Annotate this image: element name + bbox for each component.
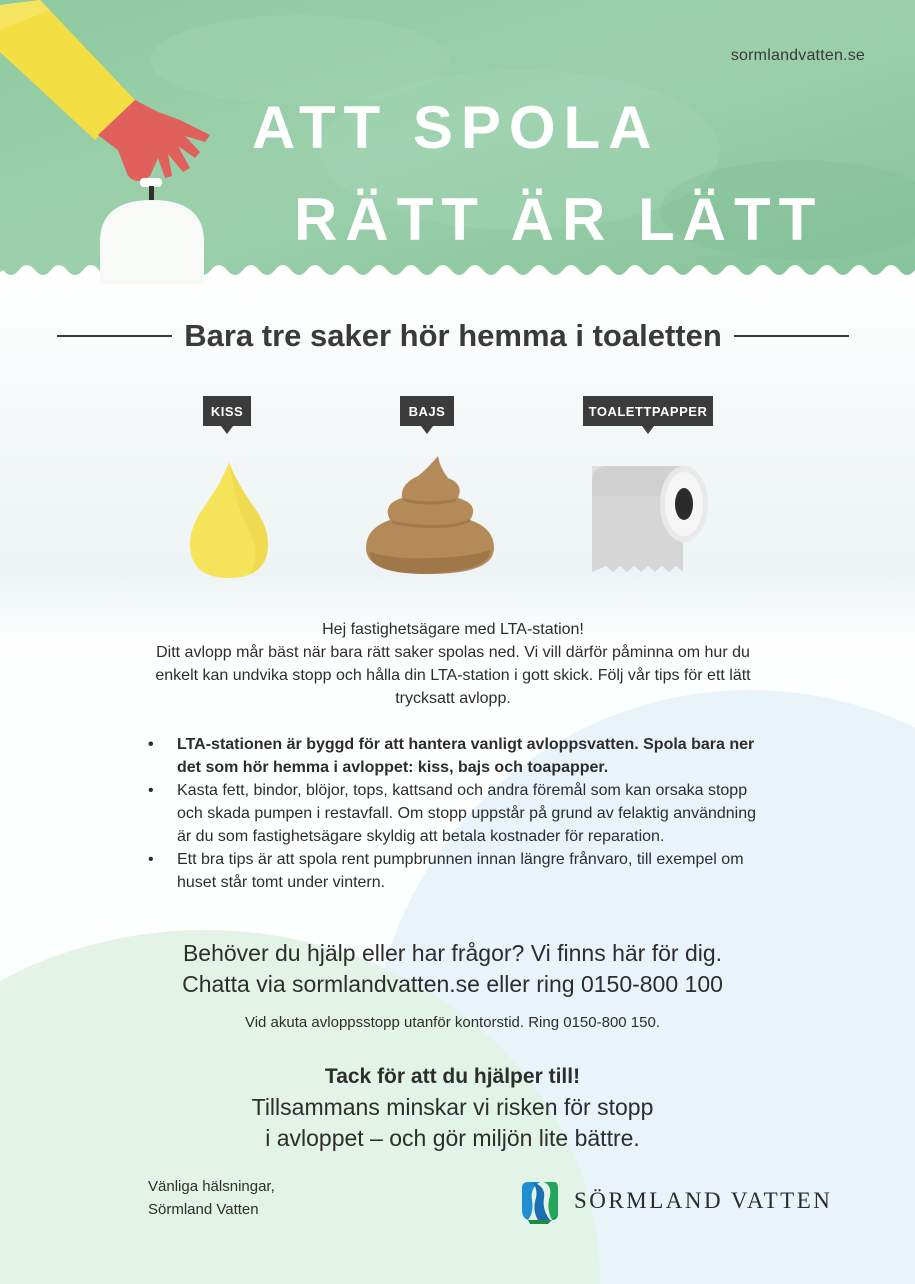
toilet-paper-icon xyxy=(588,462,713,577)
company-logo xyxy=(518,1178,832,1224)
help-section xyxy=(100,938,805,1000)
subtitle-rule-left xyxy=(57,335,172,337)
thanks-heading: Tack för att du hjälper till! xyxy=(324,1065,581,1088)
tips-list xyxy=(148,733,758,894)
intro-greeting: Hej fastighetsägare med LTA-station! xyxy=(322,621,584,638)
logo-text: SÖRMLAND VATTEN xyxy=(574,1188,833,1213)
tag-kiss: KISS xyxy=(203,396,251,426)
subtitle-rule-right xyxy=(734,335,849,337)
list-item: • Kasta fett, bindor, blöjor, tops, kattsand och andra föremål som kan orsaka stopp och skada pumpen i restavfall. Om stopp uppstår på grund av felaktig användning är du som fastighetsägare skyldig att betala kostnader för reparation. xyxy=(148,779,758,848)
tag-toilet-paper: TOALETTPAPPER xyxy=(583,396,713,426)
title-line-2: RÄTT ÄR LÄTT xyxy=(294,186,824,253)
tag-bajs: BAJS xyxy=(400,396,454,426)
urgent-contact: Vid akuta avloppsstopp utanför kontorstid. Ring 0150-800 150. xyxy=(244,1014,660,1031)
title-line-1: ATT SPOLA xyxy=(252,94,660,161)
intro-text xyxy=(140,618,766,710)
thanks-line-2: Tillsammans minskar vi risken för stopp xyxy=(251,1094,654,1120)
signoff-line-1: Vänliga hälsningar, xyxy=(148,1178,275,1195)
help-line-1: Behöver du hjälp eller har frågor? Vi finns här för dig. xyxy=(182,940,723,966)
site-url[interactable]: sormlandvatten.se xyxy=(730,47,865,64)
thanks-line-3: i avloppet – och gör miljön lite bättre. xyxy=(265,1125,640,1151)
page-title xyxy=(230,82,870,266)
pee-drop-icon xyxy=(184,458,274,583)
header-banner xyxy=(0,0,915,284)
sormland-vatten-logo-icon xyxy=(518,1178,560,1224)
thanks-section xyxy=(100,1062,805,1154)
subtitle-row xyxy=(57,318,849,354)
intro-body: Ditt avlopp mår bäst när bara rätt saker spolas ned. Vi vill därför påminna om hur du enkelt kan undvika stopp och hålla din LTA-station i gott skick. Följ vår tips för ett lätt trycksatt avlopp. xyxy=(155,644,751,707)
list-item: • Ett bra tips är att spola rent pumpbrunnen innan längre frånvaro, till exempel om huset står tomt under vintern. xyxy=(148,848,758,894)
section-subtitle: Bara tre saker hör hemma i toaletten xyxy=(184,318,722,353)
hand-flushing-icon xyxy=(0,0,230,284)
poop-icon xyxy=(356,452,501,582)
help-line-2: Chatta via sormlandvatten.se eller ring 0150-800 100 xyxy=(182,971,723,997)
signoff xyxy=(148,1175,275,1221)
signoff-line-2: Sörmland Vatten xyxy=(148,1201,259,1218)
list-item: • LTA-stationen är byggd för att hantera vanligt avloppsvatten. Spola bara ner det som hör hemma i avloppet: kiss, bajs och toapapper. xyxy=(148,733,758,779)
